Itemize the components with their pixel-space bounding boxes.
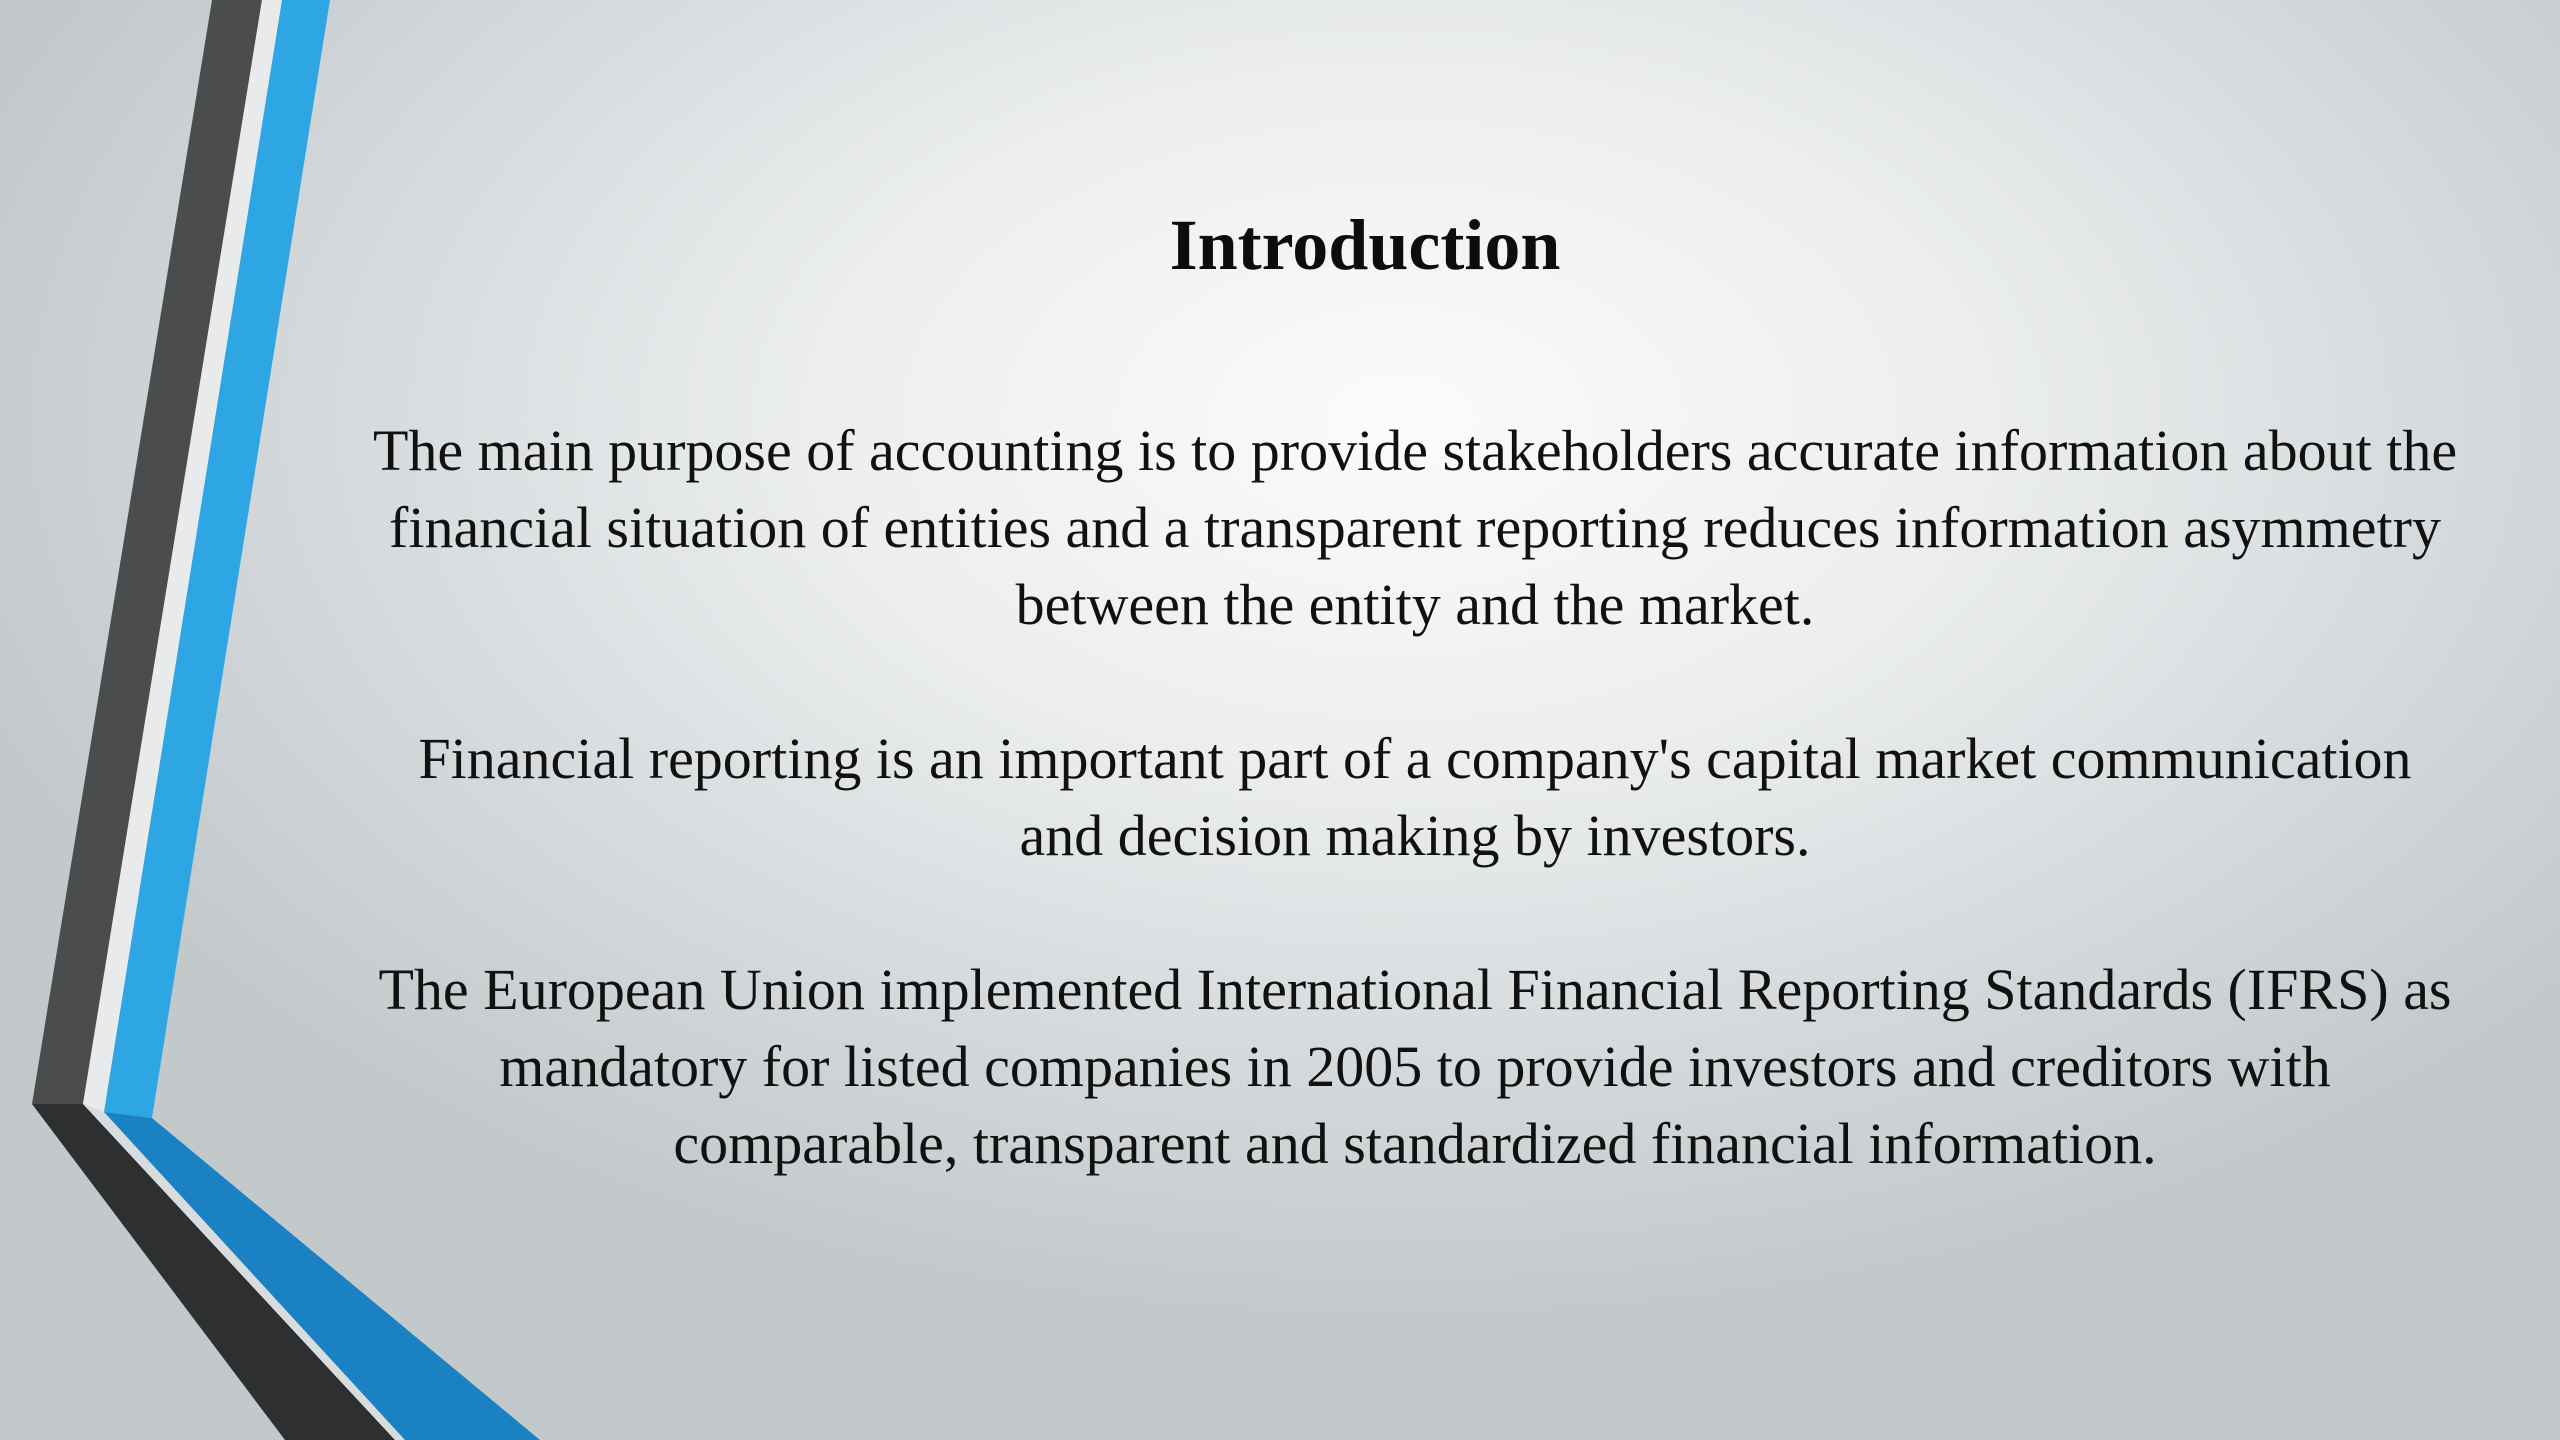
paragraph-accounting-purpose: The main purpose of accounting is to provide stakeholders accurate information about the financial situation of entities and a transparent reporting reduces information asymmetry between the entity and the market. [372,418,2458,637]
decor-lower-dark-stripe [32,1104,395,1440]
paragraph-financial-reporting: Financial reporting is an important part of a company's capital market communication and decision making by investors. [418,726,2412,868]
decor-lower-light-stripe [83,1104,405,1440]
paragraph-ifrs: The European Union implemented International Financial Reporting Standards (IFRS) as mandatory for listed companies in 2005 to provide investors and creditors with comparable, transparent and standardized financial information. [378,957,2452,1176]
slide-title: Introduction [1169,205,1561,285]
slide-body [370,412,2460,1182]
decor-upper-light-stripe [83,0,282,1112]
